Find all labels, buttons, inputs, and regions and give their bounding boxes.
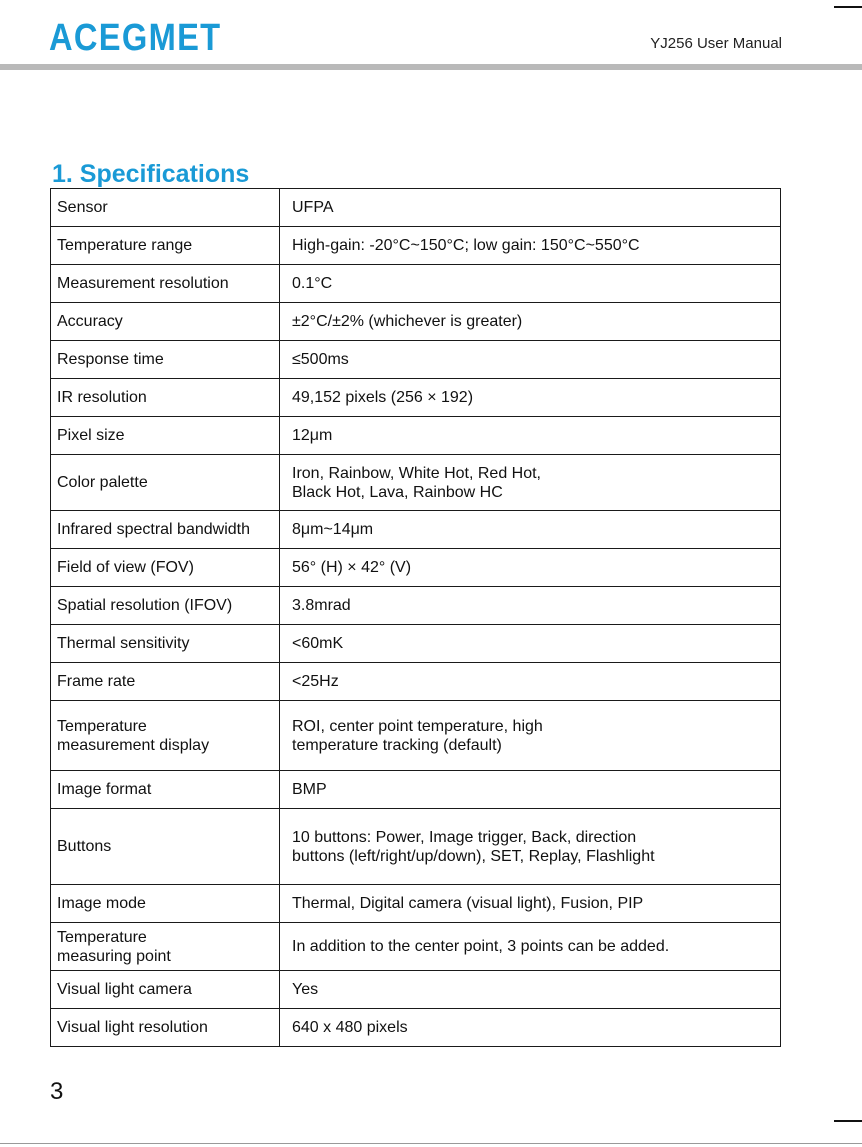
spec-value: ±2°C/±2% (whichever is greater) xyxy=(280,303,781,341)
spec-value: 8μm~14μm xyxy=(280,511,781,549)
spec-row xyxy=(51,625,781,663)
spec-value: <25Hz xyxy=(280,663,781,701)
brand-logo: ACEGMET xyxy=(49,17,222,59)
spec-row xyxy=(51,455,781,511)
spec-row xyxy=(51,265,781,303)
spec-row xyxy=(51,923,781,971)
spec-label: Accuracy xyxy=(51,303,280,341)
spec-row xyxy=(51,587,781,625)
spec-row xyxy=(51,341,781,379)
spec-value: BMP xyxy=(280,771,781,809)
crop-mark-top xyxy=(834,6,862,8)
spec-value: 3.8mrad xyxy=(280,587,781,625)
page-bottom-edge xyxy=(0,1143,862,1144)
spec-row xyxy=(51,771,781,809)
spec-label: Image format xyxy=(51,771,280,809)
spec-value: In addition to the center point, 3 points can be added. xyxy=(280,923,781,971)
spec-value: ROI, center point temperature, high temperature tracking (default) xyxy=(280,701,781,771)
spec-value: 49,152 pixels (256 × 192) xyxy=(280,379,781,417)
spec-value: 56° (H) × 42° (V) xyxy=(280,549,781,587)
spec-label: Visual light camera xyxy=(51,971,280,1009)
spec-label: Thermal sensitivity xyxy=(51,625,280,663)
spec-row xyxy=(51,189,781,227)
spec-value: Iron, Rainbow, White Hot, Red Hot, Black Hot, Lava, Rainbow HC xyxy=(280,455,781,511)
spec-value: 10 buttons: Power, Image trigger, Back, direction buttons (left/right/up/down), SET, Replay, Flashlight xyxy=(280,809,781,885)
spec-label: Measurement resolution xyxy=(51,265,280,303)
section-title: 1. Specifications xyxy=(52,159,250,188)
spec-label: Field of view (FOV) xyxy=(51,549,280,587)
spec-row xyxy=(51,511,781,549)
spec-label: Frame rate xyxy=(51,663,280,701)
document-title: YJ256 User Manual xyxy=(650,35,782,52)
spec-label: Spatial resolution (IFOV) xyxy=(51,587,280,625)
spec-row xyxy=(51,885,781,923)
spec-value: <60mK xyxy=(280,625,781,663)
spec-row xyxy=(51,417,781,455)
spec-label: Pixel size xyxy=(51,417,280,455)
spec-row xyxy=(51,701,781,771)
spec-value: 0.1°C xyxy=(280,265,781,303)
spec-value: Thermal, Digital camera (visual light), Fusion, PIP xyxy=(280,885,781,923)
spec-label: Temperature measuring point xyxy=(51,923,280,971)
spec-label: Sensor xyxy=(51,189,280,227)
page-number: 3 xyxy=(50,1078,64,1105)
spec-label: Color palette xyxy=(51,455,280,511)
spec-label: Temperature measurement display xyxy=(51,701,280,771)
spec-value: Yes xyxy=(280,971,781,1009)
spec-row xyxy=(51,549,781,587)
specifications-table xyxy=(50,188,781,1047)
header-divider xyxy=(0,64,862,70)
spec-label: IR resolution xyxy=(51,379,280,417)
spec-label: Temperature range xyxy=(51,227,280,265)
spec-row xyxy=(51,1009,781,1047)
spec-row xyxy=(51,303,781,341)
spec-label: Infrared spectral bandwidth xyxy=(51,511,280,549)
spec-label: Visual light resolution xyxy=(51,1009,280,1047)
spec-row xyxy=(51,379,781,417)
spec-label: Buttons xyxy=(51,809,280,885)
spec-row xyxy=(51,227,781,265)
spec-value: ≤500ms xyxy=(280,341,781,379)
spec-label: Response time xyxy=(51,341,280,379)
spec-value: UFPA xyxy=(280,189,781,227)
spec-label: Image mode xyxy=(51,885,280,923)
spec-row xyxy=(51,663,781,701)
crop-mark-bottom xyxy=(834,1120,862,1122)
spec-value: 12μm xyxy=(280,417,781,455)
spec-row xyxy=(51,809,781,885)
spec-value: 640 x 480 pixels xyxy=(280,1009,781,1047)
spec-row xyxy=(51,971,781,1009)
spec-value: High-gain: -20°C~150°C; low gain: 150°C~550°C xyxy=(280,227,781,265)
